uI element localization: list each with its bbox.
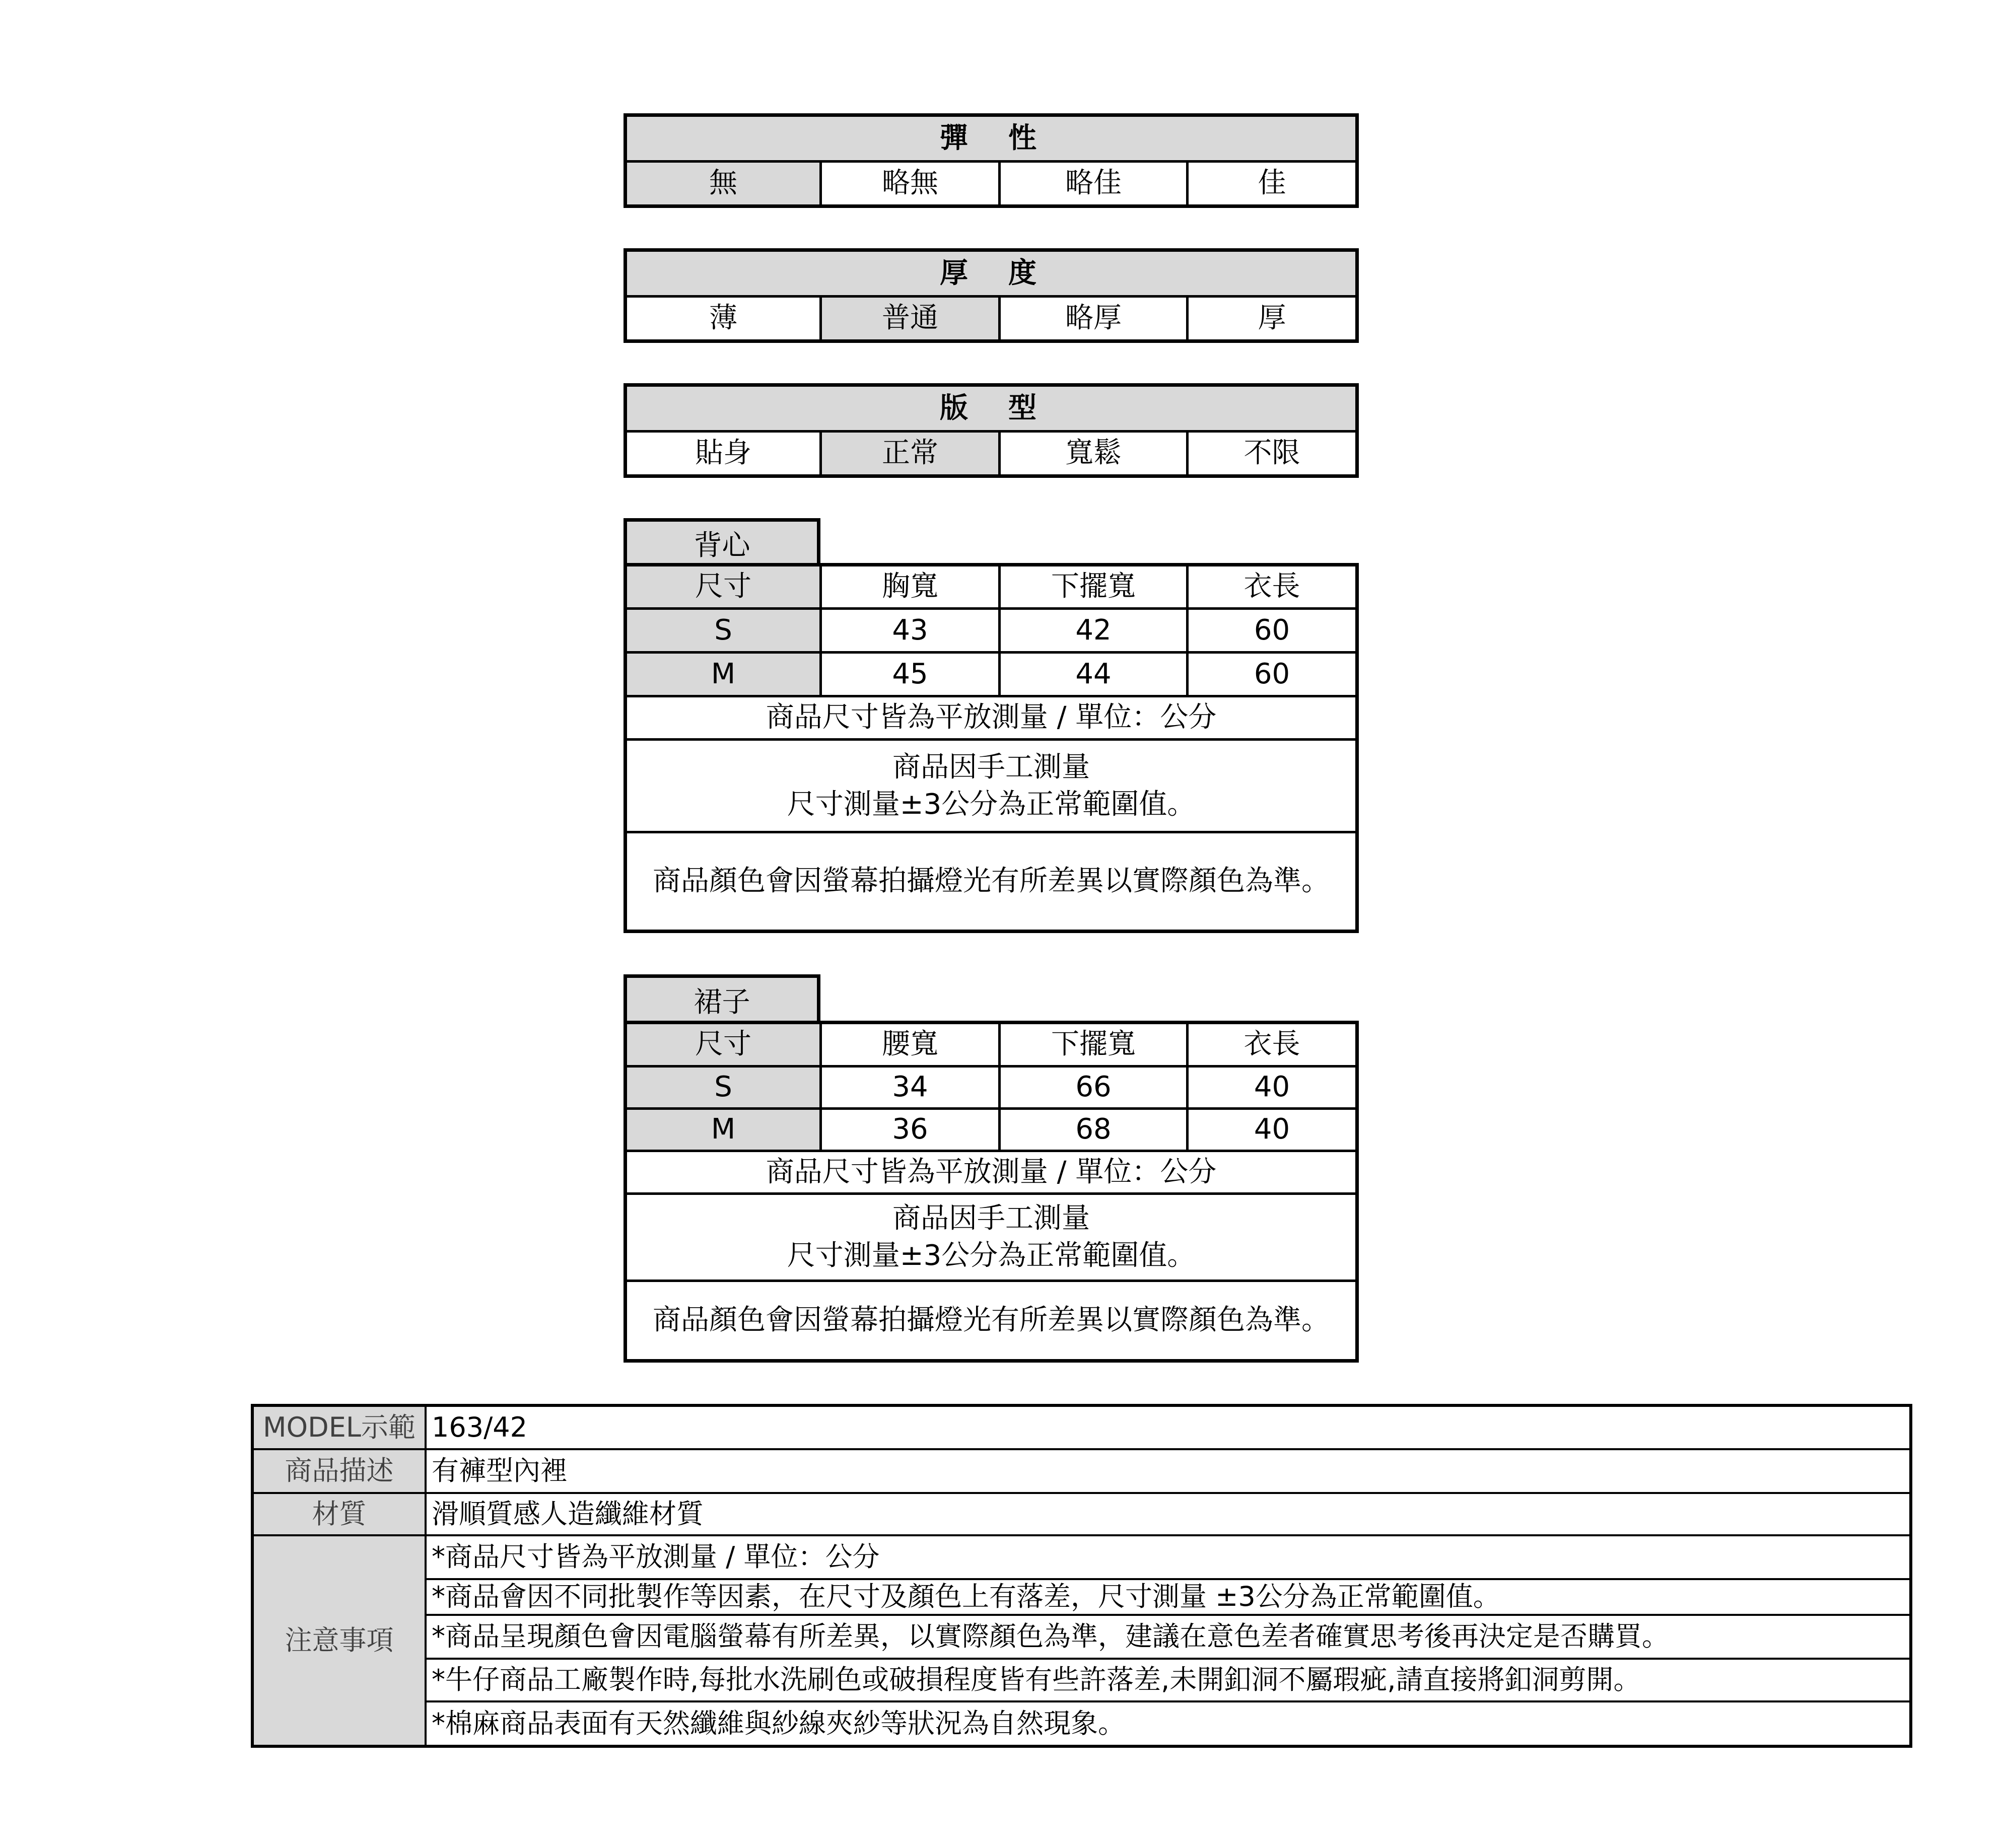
model-value: 163/42 (426, 1405, 1911, 1449)
size-label-cell: M (626, 1109, 821, 1151)
thickness-header-row (626, 250, 1357, 297)
thickness-option: 略厚 (1000, 297, 1188, 341)
size-value-cell: 40 (1188, 1109, 1357, 1151)
fit-options-row (626, 432, 1357, 476)
size-header-cell: 尺寸 (626, 565, 821, 609)
info-row-notes (252, 1579, 1911, 1615)
size-table-skirt (624, 1021, 1359, 1363)
info-row-material (252, 1493, 1911, 1535)
note-row (626, 1281, 1357, 1361)
size-value-cell: 40 (1188, 1067, 1357, 1109)
note-row (626, 1194, 1357, 1281)
elasticity-option: 佳 (1188, 162, 1357, 206)
size-value-cell: 45 (821, 653, 1000, 696)
fit-option: 正常 (821, 432, 1000, 476)
thickness-option: 厚 (1188, 297, 1357, 341)
elasticity-options-row (626, 162, 1357, 206)
model-label: MODEL示範 (252, 1405, 426, 1449)
size-label-cell: S (626, 609, 821, 653)
size-value-cell: 66 (1000, 1067, 1188, 1109)
note-color: 商品顏色會因螢幕拍攝燈光有所差異以實際顏色為準。 (626, 832, 1357, 932)
description-value: 有褲型內裡 (426, 1449, 1911, 1493)
fit-title: 版 型 (626, 385, 1357, 432)
thickness-table (624, 248, 1359, 343)
thickness-option: 普通 (821, 297, 1000, 341)
description-label: 商品描述 (252, 1449, 426, 1493)
fit-option: 不限 (1188, 432, 1357, 476)
size-table-tab: 背心 (624, 518, 820, 564)
info-row-notes (252, 1535, 1911, 1579)
elasticity-option: 略佳 (1000, 162, 1188, 206)
elasticity-header-row (626, 115, 1357, 162)
elasticity-title: 彈 性 (626, 115, 1357, 162)
size-header-cell: 胸寬 (821, 565, 1000, 609)
thickness-title: 厚 度 (626, 250, 1357, 297)
elasticity-option: 略無 (821, 162, 1000, 206)
notes-item: *棉麻商品表面有天然纖維與紗線夾紗等狀況為自然現象。 (426, 1701, 1911, 1746)
notes-item: *牛仔商品工廠製作時,每批水洗刷色或破損程度皆有些許落差,未開釦洞不屬瑕疵,請直接將釦洞剪開。 (426, 1659, 1911, 1701)
size-header-cell: 衣長 (1188, 565, 1357, 609)
notes-item: *商品呈現顏色會因電腦螢幕有所差異，以實際顏色為準，建議在意色差者確實思考後再決定是否購買。 (426, 1615, 1911, 1659)
size-value-cell: 60 (1188, 653, 1357, 696)
size-value-cell: 60 (1188, 609, 1357, 653)
notes-item: *商品會因不同批製作等因素，在尺寸及顏色上有落差，尺寸測量 ±3公分為正常範圍值。 (426, 1579, 1911, 1615)
note-manual-line: 尺寸測量±3公分為正常範圍值。 (787, 1239, 1196, 1272)
elasticity-table (624, 113, 1359, 208)
note-manual-line: 商品因手工測量 (892, 750, 1090, 784)
table-row (626, 653, 1357, 696)
size-value-cell: 34 (821, 1067, 1000, 1109)
size-value-cell: 68 (1000, 1109, 1188, 1151)
note-manual-line: 尺寸測量±3公分為正常範圍值。 (787, 788, 1196, 821)
fit-header-row (626, 385, 1357, 432)
note-manual (626, 1194, 1357, 1281)
info-row-description (252, 1449, 1911, 1493)
note-color: 商品顏色會因螢幕拍攝燈光有所差異以實際顏色為準。 (626, 1281, 1357, 1361)
material-value: 滑順質感人造纖維材質 (426, 1493, 1911, 1535)
note-row (626, 696, 1357, 740)
info-row-model (252, 1405, 1911, 1449)
table-row (626, 1067, 1357, 1109)
elasticity-option: 無 (626, 162, 821, 206)
note-row (626, 832, 1357, 932)
note-manual (626, 740, 1357, 832)
thickness-options-row (626, 297, 1357, 341)
size-header-cell: 下擺寬 (1000, 565, 1188, 609)
notes-item: *商品尺寸皆為平放測量 / 單位：公分 (426, 1535, 1911, 1579)
size-header-cell: 衣長 (1188, 1023, 1357, 1067)
size-header-row (626, 565, 1357, 609)
size-value-cell: 43 (821, 609, 1000, 653)
size-label-cell: S (626, 1067, 821, 1109)
info-row-notes (252, 1701, 1911, 1746)
size-header-cell: 腰寬 (821, 1023, 1000, 1067)
size-value-cell: 36 (821, 1109, 1000, 1151)
table-row (626, 1109, 1357, 1151)
size-value-cell: 42 (1000, 609, 1188, 653)
note-row (626, 740, 1357, 832)
note-unit: 商品尺寸皆為平放測量 / 單位：公分 (626, 696, 1357, 740)
fit-table (624, 383, 1359, 478)
info-row-notes (252, 1659, 1911, 1701)
size-table-vest (624, 563, 1359, 933)
size-header-cell: 下擺寬 (1000, 1023, 1188, 1067)
fit-option: 寬鬆 (1000, 432, 1188, 476)
size-header-cell: 尺寸 (626, 1023, 821, 1067)
size-label-cell: M (626, 653, 821, 696)
table-row (626, 609, 1357, 653)
size-header-row (626, 1023, 1357, 1067)
note-row (626, 1151, 1357, 1194)
fit-option: 貼身 (626, 432, 821, 476)
note-manual-line: 商品因手工測量 (892, 1202, 1090, 1235)
note-unit: 商品尺寸皆為平放測量 / 單位：公分 (626, 1151, 1357, 1194)
info-row-notes (252, 1615, 1911, 1659)
material-label: 材質 (252, 1493, 426, 1535)
thickness-option: 薄 (626, 297, 821, 341)
size-table-tab: 裙子 (624, 974, 820, 1022)
notes-label: 注意事項 (252, 1535, 426, 1746)
size-value-cell: 44 (1000, 653, 1188, 696)
product-info-table (251, 1404, 1912, 1748)
